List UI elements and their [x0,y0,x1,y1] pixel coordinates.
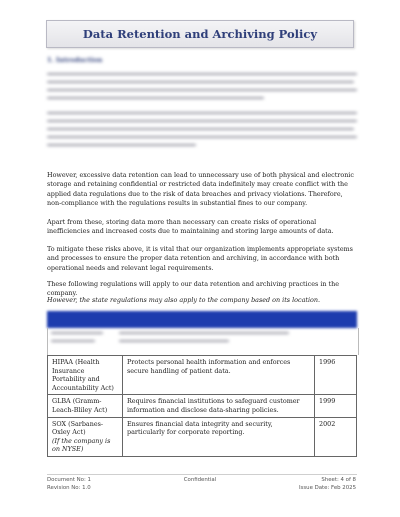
table-row [48,395,357,417]
requirement-cell: Ensures financial data integrity and security, particularly for corporate reporting. [123,417,315,456]
footer-sheet: Sheet: 4 of 8 [321,477,356,483]
blurred-paragraph-2 [47,112,357,152]
document-title: Data Retention and Archiving Policy [82,27,318,41]
regulation-cell: SOX (Sarbanes-Oxley Act) (If the company is on NYSE) [48,417,123,456]
footer-classification: Confidential [183,477,217,483]
footer-revision-no: Revision No: 1.0 [47,484,91,491]
paragraph-operational-risks: Apart from these, storing data more than necessary can create risks of operational inefficiencies and increased costs due to maintaining and storing large amounts of data. [47,218,334,236]
table-row [48,417,357,456]
requirement-cell: Protects personal health information and enforces secure handling of patient data. [123,356,315,395]
year-cell: 1999 [315,395,357,417]
document-title-box [46,20,354,48]
footer-divider [47,474,357,475]
table-header-blurred [47,311,357,328]
paragraph-mitigation: To mitigate these risks above, it is vital that our organization implements appropriate systems and processes to ensure the proper data retention and archiving, in accordance with both operational needs and relevant legal requirements. [47,245,353,272]
regulation-note: (If the company is on NYSE) [52,436,111,454]
footer-issue-date: Issue Date: Feb 2025 [298,484,356,491]
table-row-blurred [47,328,357,355]
paragraph-excessive-retention: However, excessive data retention can lead to unnecessary use of both physical and electronic storage and retaining confidential or restricted data indefinitely may create conflict with the applied data regulations due to the risk of data breaches and privacy violations. Therefore, non-compliance with the regulations results in substantial fines to our company. [47,171,354,208]
footer-doc-no: Document No: 1 [47,477,91,483]
regulation-cell: HIPAA (Health Insurance Portability and Accountability Act) [48,356,123,395]
year-cell: 1996 [315,356,357,395]
requirement-cell: Requires financial institutions to safeguard customer information and disclose data-sharing policies. [123,395,315,417]
regulation-cell: GLBA (Gramm-Leach-Bliley Act) [48,395,123,417]
footer-sheet-info [299,477,356,492]
year-cell: 2002 [315,417,357,456]
paragraph-state-note: However, the state regulations may also apply to the company based on its location. [47,296,320,304]
regulations-table [47,355,357,457]
section-heading-introduction: 1. Introduction [47,56,103,64]
blurred-paragraph-1 [47,73,357,105]
table-row [48,356,357,395]
paragraph-regulations-intro: These following regulations will apply to our data retention and archiving practices in the company. [47,280,339,298]
